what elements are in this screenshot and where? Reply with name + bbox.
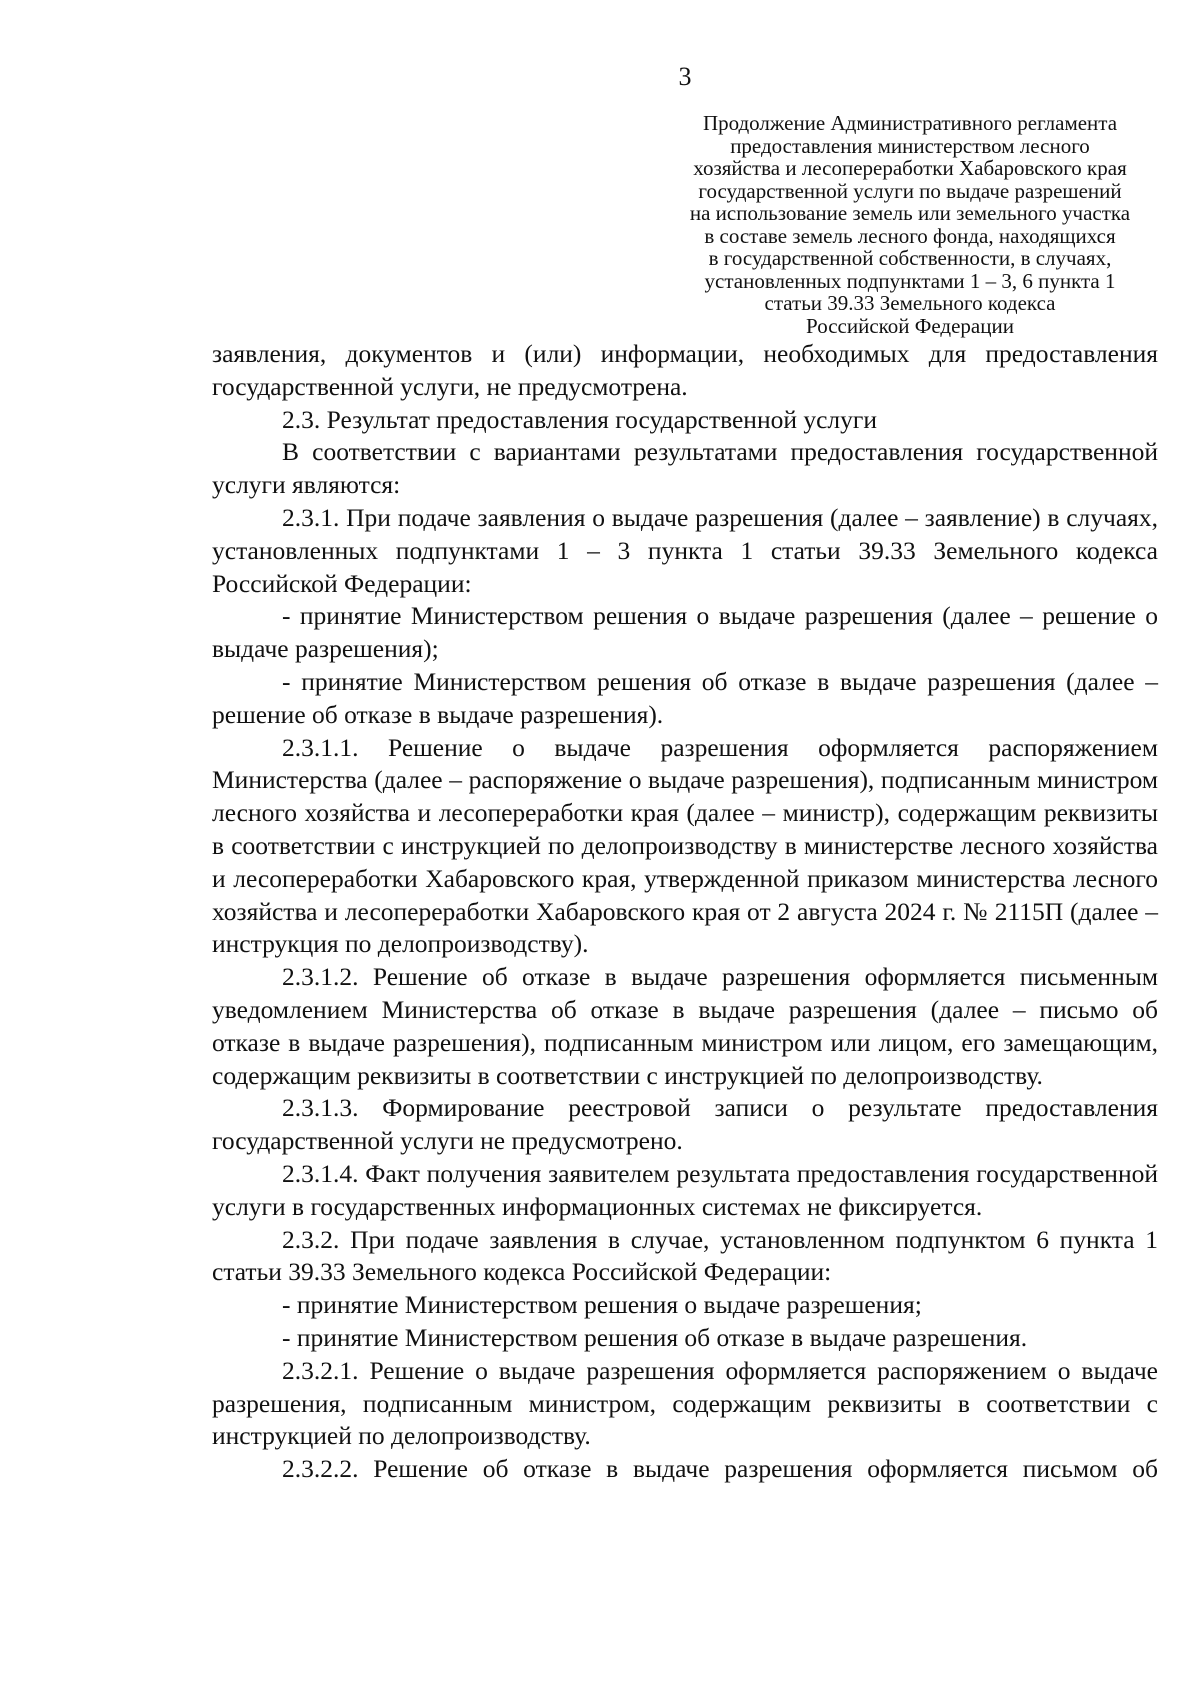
header-line: на использование земель или земельного участка <box>689 201 1131 225</box>
document-body <box>212 338 1158 1486</box>
header-line: хозяйства и лесопереработки Хабаровского края <box>693 156 1127 180</box>
header-line: Продолжение Административного регламента <box>702 111 1118 135</box>
paragraph-2-3-1-2: 2.3.1.2. Решение об отказе в выдаче разрешения оформляется письменным уведомлением Министерства об отказе в выдаче разрешения (далее – письмо об отказе в выдаче разрешения), подписанным министром или лицом, его замещающим, содержащим реквизиты в соответствии с инструкцией по делопроизводству. <box>212 962 1158 1090</box>
header-line: установленных подпунктами 1 – 3, 6 пункта 1 <box>704 268 1116 293</box>
paragraph: В соответствии с вариантами результатами предоставления государственной услуги являются: <box>212 437 1158 500</box>
paragraph-2-3-2-2: 2.3.2.2. Решение об отказе в выдаче разрешения оформляется письмом об <box>282 1454 1158 1484</box>
header-line: в составе земель лесного фонда, находящихся <box>704 223 1116 248</box>
header-line: Российской Федерации <box>806 313 1014 338</box>
paragraph-2-3-2: 2.3.2. При подаче заявления в случае, установленном подпунктом 6 пункта 1 статьи 39.33 Земельного кодекса Российской Федерации: <box>212 1224 1158 1287</box>
header-line: государственной услуги по выдаче разрешений <box>698 178 1122 203</box>
list-item: - принятие Министерством решения об отказе в выдаче разрешения. <box>282 1322 1028 1352</box>
paragraph-2-3-2-1: 2.3.2.1. Решение о выдаче разрешения оформляется распоряжением о выдаче разрешения, подписанным министром, содержащим реквизиты в соответствии с инструкцией по делопроизводству. <box>212 1355 1158 1451</box>
paragraph-2-3-1-1: 2.3.1.1. Решение о выдаче разрешения оформляется распоряжением Министерства (далее – распоряжение о выдаче разрешения), подписанным министром лесного хозяйства и лесопереработки края (далее – министр), содержащим реквизиты в соответствии с инструкцией по делопроизводству в министерстве лесного хозяйства и лесопереработки Хабаровского края, утвержденной приказом министерства лесного хозяйства и лесопереработки Хабаровского края от 2 августа 2024 г. № 2115П (далее – инструкция по делопроизводству). <box>212 732 1158 959</box>
paragraph-2-3-1: 2.3.1. При подаче заявления о выдаче разрешения (далее – заявление) в случаях, установленных подпунктами 1 – 3 пункта 1 статьи 39.33 Земельного кодекса Российской Федерации: <box>212 502 1158 598</box>
paragraph-2-3-1-3: 2.3.1.3. Формирование реестровой записи о результате предоставления государственной услуги не предусмотрено. <box>212 1093 1158 1156</box>
list-item: - принятие Министерством решения об отказе в выдаче разрешения (далее – решение об отказе в выдаче разрешения). <box>212 666 1158 729</box>
list-item: - принятие Министерством решения о выдаче разрешения (далее – решение о выдаче разрешения); <box>212 601 1158 664</box>
header-line: предоставления министерством лесного <box>730 133 1090 158</box>
section-heading-2-3: 2.3. Результат предоставления государственной услуги <box>282 404 878 434</box>
regulation-header <box>640 112 1180 337</box>
page-number: 3 <box>678 62 692 91</box>
paragraph-continuation: заявления, документов и (или) информации, необходимых для предоставления государственной услуги, не предусмотрена. <box>212 339 1158 401</box>
header-line: статьи 39.33 Земельного кодекса <box>764 291 1056 315</box>
header-line: в государственной собственности, в случаях, <box>708 246 1112 270</box>
paragraph-2-3-1-4: 2.3.1.4. Факт получения заявителем результата предоставления государственной услуги в государственных информационных системах не фиксируется. <box>212 1158 1158 1221</box>
list-item: - принятие Министерством решения о выдаче разрешения; <box>282 1290 922 1320</box>
